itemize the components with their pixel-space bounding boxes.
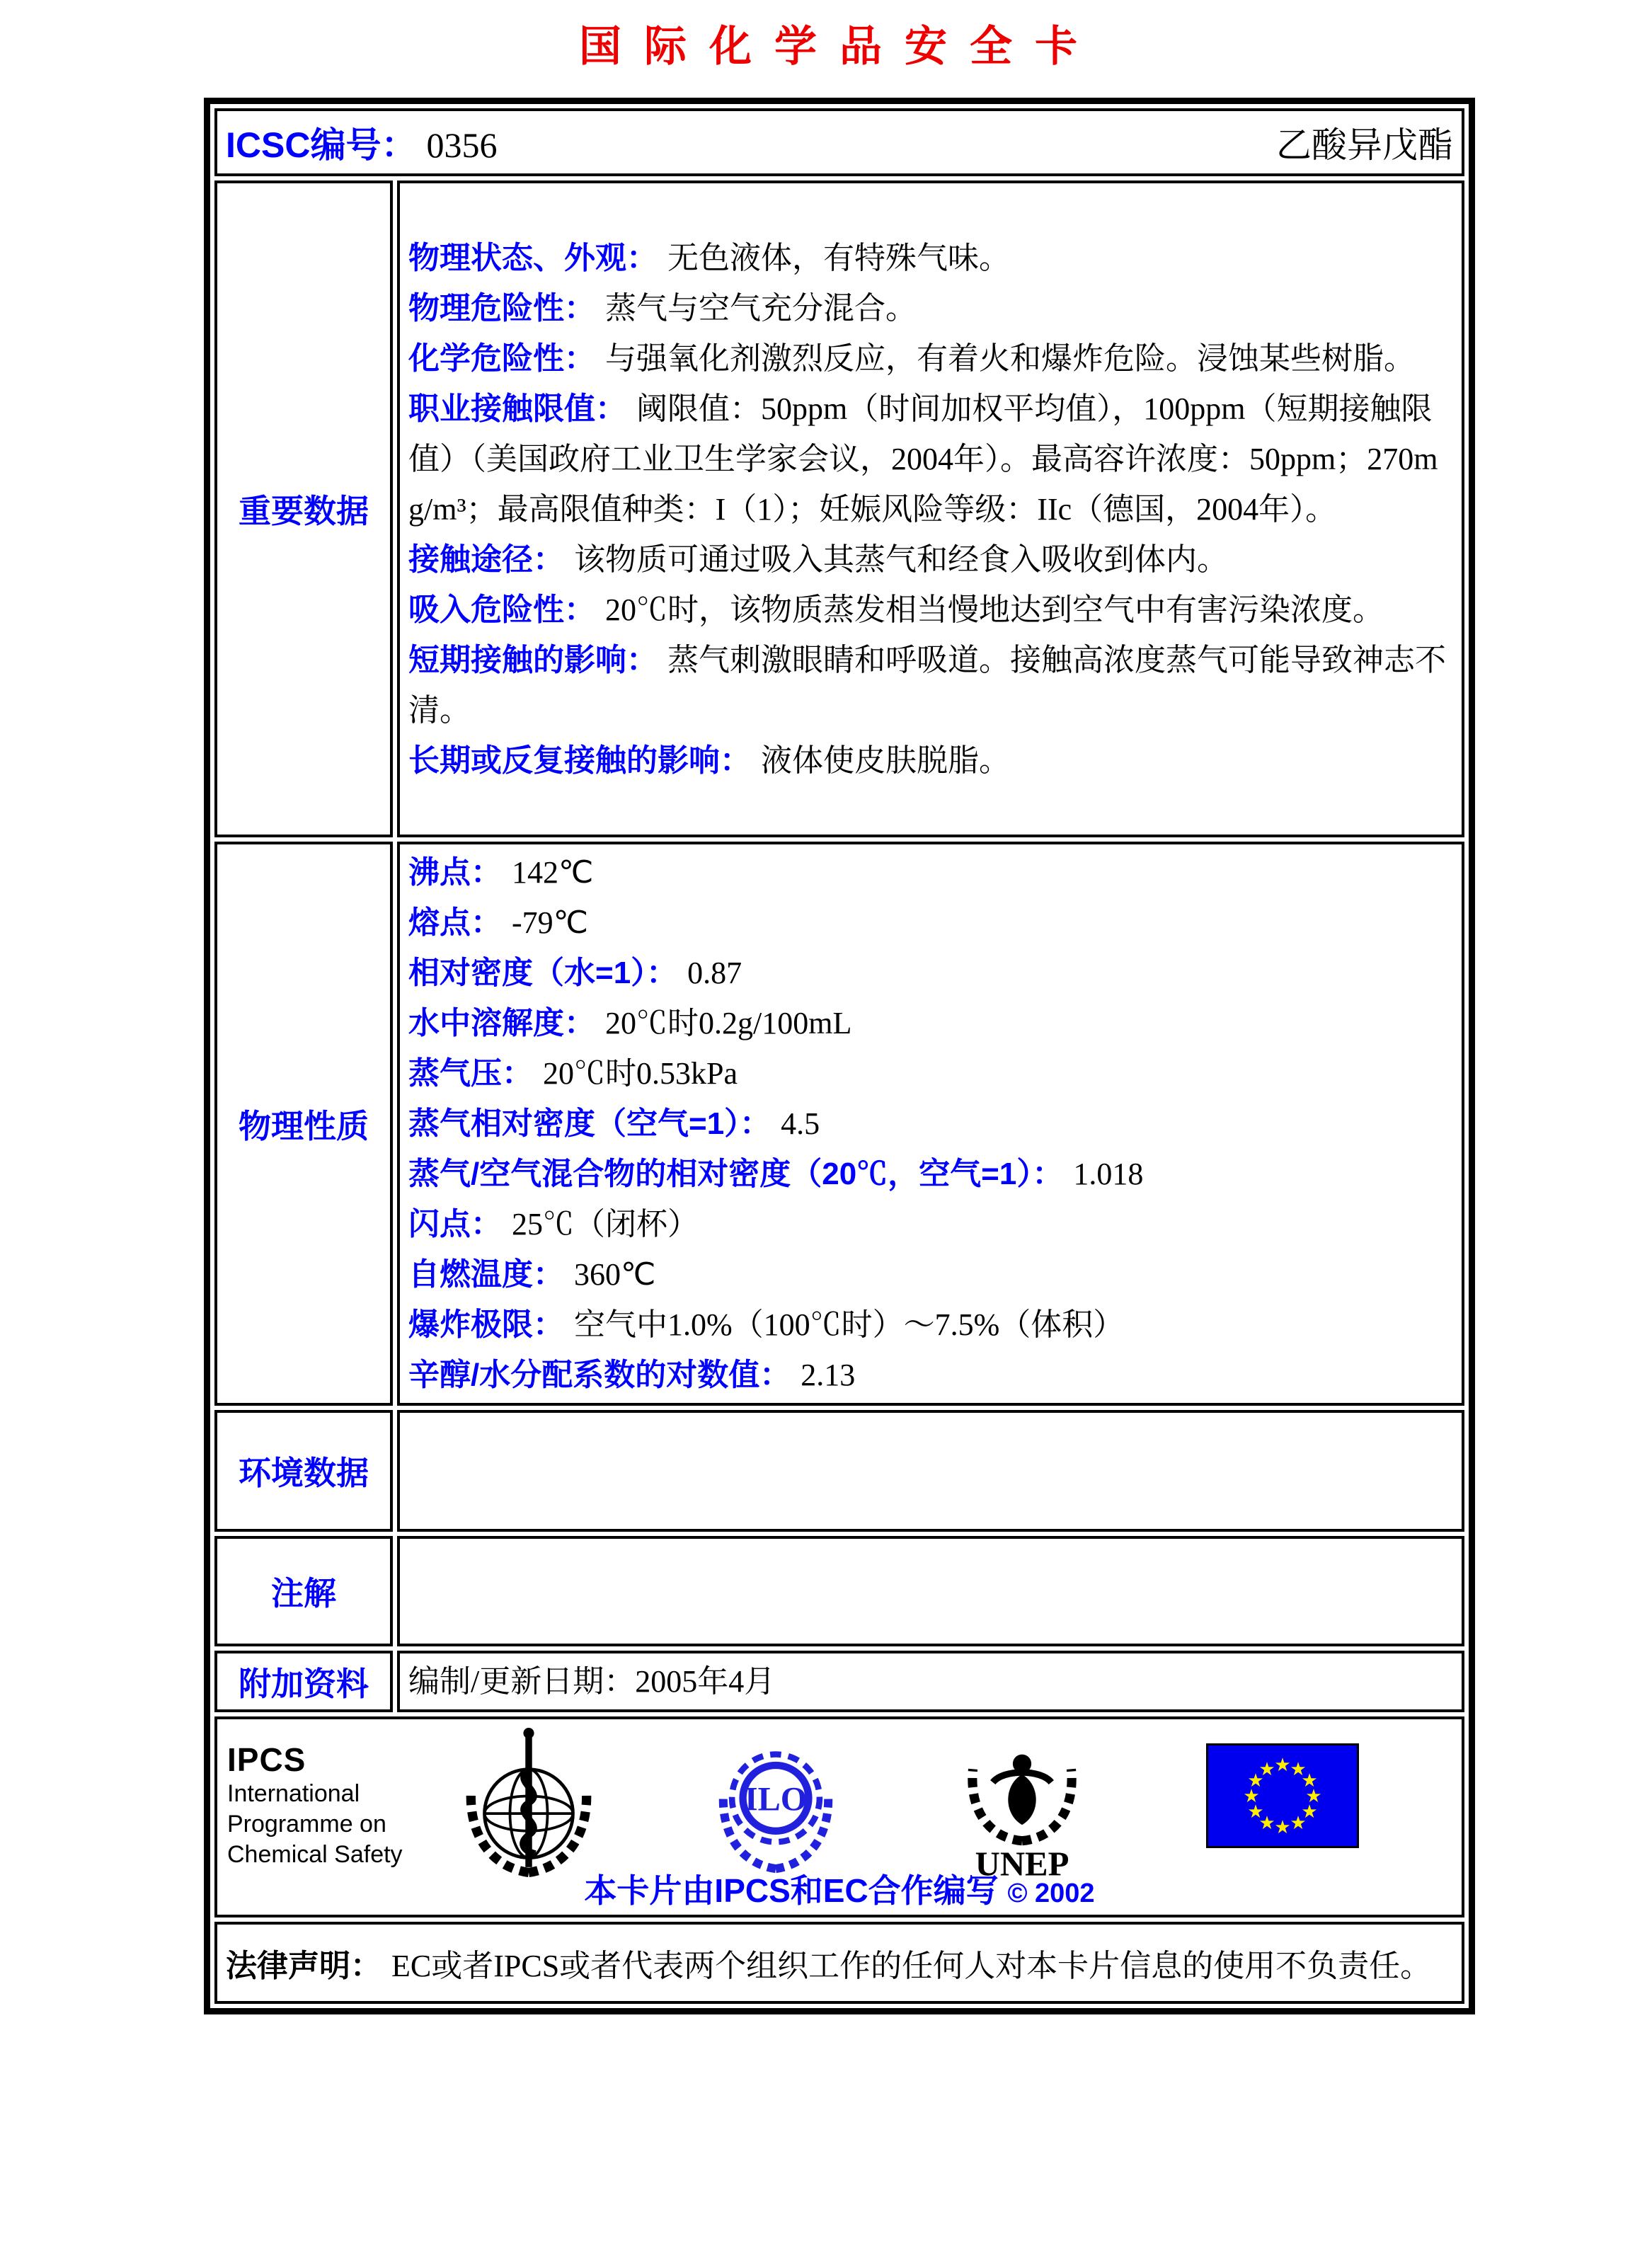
ipcs-line-3: Chemical Safety xyxy=(227,1841,403,1868)
field-line xyxy=(408,1300,1453,1350)
important-data-row xyxy=(214,180,1464,837)
field-label: 吸入危险性： xyxy=(408,592,595,627)
section-label-physical-properties: 物理性质 xyxy=(214,842,393,1406)
svg-text:★: ★ xyxy=(1258,1813,1275,1834)
field-line xyxy=(408,948,1453,998)
icsc-number-label: ICSC编号： xyxy=(226,125,417,165)
svg-text:★: ★ xyxy=(1247,1801,1264,1823)
notes-content xyxy=(397,1536,1464,1646)
field-value: 液体使皮肤脱脂。 xyxy=(761,743,1010,778)
legal-text: EC或者IPCS或者代表两个组织工作的任何人对本卡片信息的使用不负责任。 xyxy=(391,1949,1432,1983)
field-label: 长期或反复接触的影响： xyxy=(408,743,751,778)
additional-info-content xyxy=(397,1651,1464,1712)
update-date: 编制/更新日期：2005年4月 xyxy=(408,1664,776,1699)
svg-text:★: ★ xyxy=(1290,1759,1307,1780)
page-title: 国际化学品安全卡 xyxy=(579,23,1100,70)
icsc-number-value: 0356 xyxy=(426,125,498,165)
unep-letters: UNEP xyxy=(975,1845,1069,1881)
field-line xyxy=(408,735,1453,786)
cooperation-caption xyxy=(217,1865,1462,1912)
svg-text:★: ★ xyxy=(1274,1755,1291,1776)
field-value: 142℃ xyxy=(512,855,594,890)
field-line xyxy=(408,1249,1453,1300)
field-value: 20℃时0.53kPa xyxy=(543,1056,738,1091)
field-value: 25℃（闭杯） xyxy=(512,1207,699,1242)
important-data-content xyxy=(397,180,1464,837)
field-label: 接触途径： xyxy=(408,541,564,577)
additional-info-row xyxy=(214,1651,1464,1712)
field-line xyxy=(408,1149,1453,1199)
field-value: 该物质可通过吸入其蒸气和经食入吸收到体内。 xyxy=(574,541,1228,577)
svg-text:★: ★ xyxy=(1290,1813,1307,1834)
eu-flag-icon xyxy=(1206,1743,1359,1848)
environmental-data-row xyxy=(214,1410,1464,1532)
ipcs-text-block xyxy=(227,1741,403,1870)
field-line xyxy=(408,1350,1453,1400)
svg-text:★: ★ xyxy=(1243,1786,1260,1807)
logo-strip xyxy=(217,1722,1462,1912)
ipcs-acronym: IPCS xyxy=(227,1741,306,1778)
field-value: 20℃时，该物质蒸发相当慢地达到空气中有害污染浓度。 xyxy=(605,592,1384,627)
field-line xyxy=(408,333,1453,384)
field-value: 阈限值：50ppm（时间加权平均值），100ppm（短期接触限值）（美国政府工业卫生学家会议，2004年）。最高容许浓度：50ppm；270mg/m³；最高限值种类：I（1）；妊娠风险等级：IIc（德国，2004年）。 xyxy=(408,391,1438,527)
field-label: 相对密度（水=1）： xyxy=(408,956,678,990)
svg-text:★: ★ xyxy=(1258,1759,1275,1780)
field-value: 4.5 xyxy=(781,1106,820,1141)
field-line xyxy=(408,1199,1453,1249)
ilo-emblem-icon xyxy=(715,1735,837,1874)
physical-properties-content xyxy=(397,842,1464,1406)
field-line xyxy=(408,1099,1453,1149)
field-value: 360℃ xyxy=(574,1257,656,1292)
field-value: 0.87 xyxy=(687,956,742,990)
field-value: 1.018 xyxy=(1073,1157,1144,1191)
copyright-text: © 2002 xyxy=(1007,1879,1095,1908)
ipcs-line-2: Programme on xyxy=(227,1811,386,1838)
field-label: 物理状态、外观： xyxy=(408,240,658,275)
chemical-name: 乙酸异戊酯 xyxy=(1276,125,1453,165)
field-label: 沸点： xyxy=(408,855,502,890)
field-label: 闪点： xyxy=(408,1207,502,1242)
section-label-important-data: 重要数据 xyxy=(214,180,393,837)
field-value: -79℃ xyxy=(512,905,589,940)
field-line xyxy=(408,1048,1453,1099)
ilo-letters: ILO xyxy=(744,1780,808,1818)
field-value: 2.13 xyxy=(801,1358,856,1392)
field-label: 自燃温度： xyxy=(408,1257,564,1292)
field-label: 职业接触限值： xyxy=(408,391,626,426)
physical-properties-row xyxy=(214,842,1464,1406)
unep-emblem-icon xyxy=(956,1729,1089,1881)
section-label-additional-info: 附加资料 xyxy=(214,1651,393,1712)
legal-label: 法律声明： xyxy=(226,1949,382,1983)
field-label: 蒸气/空气混合物的相对密度（20℃，空气=1）： xyxy=(408,1157,1064,1191)
environmental-data-content xyxy=(397,1410,1464,1532)
field-line xyxy=(408,635,1453,735)
header-row xyxy=(214,108,1464,176)
svg-text:★: ★ xyxy=(1301,1770,1318,1791)
svg-text:★: ★ xyxy=(1274,1817,1291,1838)
caption-text: 本卡片由IPCS和EC合作编写 xyxy=(584,1872,999,1909)
field-value: 蒸气刺激眼睛和呼吸道。接触高浓度蒸气可能导致神志不清。 xyxy=(408,642,1446,728)
field-line xyxy=(408,847,1453,898)
section-label-environmental-data: 环境数据 xyxy=(214,1410,393,1532)
svg-text:★: ★ xyxy=(1305,1786,1322,1807)
field-label: 短期接触的影响： xyxy=(408,642,658,677)
legal-row xyxy=(214,1922,1464,2004)
field-label: 水中溶解度： xyxy=(408,1006,595,1040)
field-label: 辛醇/水分配系数的对数值： xyxy=(408,1358,791,1392)
field-label: 物理危险性： xyxy=(408,290,595,326)
svg-text:★: ★ xyxy=(1301,1801,1318,1823)
field-label: 化学危险性： xyxy=(408,340,595,376)
field-value: 无色液体，有特殊气味。 xyxy=(667,240,1010,275)
field-line xyxy=(408,898,1453,948)
field-label: 蒸气相对密度（空气=1）： xyxy=(408,1106,771,1141)
field-line xyxy=(408,585,1453,635)
field-line xyxy=(408,534,1453,585)
field-line xyxy=(408,998,1453,1048)
notes-row xyxy=(214,1536,1464,1646)
field-line xyxy=(408,384,1453,534)
field-line xyxy=(408,283,1453,333)
logos-row xyxy=(214,1716,1464,1917)
icsc-number-group xyxy=(226,117,497,168)
field-value: 空气中1.0%（100℃时）～7.5%（体积） xyxy=(574,1307,1125,1342)
who-emblem-icon xyxy=(461,1728,596,1878)
field-label: 爆炸极限： xyxy=(408,1307,564,1342)
section-label-notes: 注解 xyxy=(214,1536,393,1646)
ipcs-line-1: International xyxy=(227,1780,360,1807)
logos-cell xyxy=(214,1716,1464,1917)
svg-text:★: ★ xyxy=(1247,1770,1264,1791)
legal-cell xyxy=(214,1922,1464,2004)
field-label: 蒸气压： xyxy=(408,1056,533,1091)
field-value: 蒸气与空气充分混合。 xyxy=(605,290,917,326)
icsc-card-table xyxy=(204,98,1475,2014)
field-value: 与强氧化剂激烈反应，有着火和爆炸危险。浸蚀某些树脂。 xyxy=(605,340,1415,376)
field-line xyxy=(408,233,1453,283)
field-value: 20℃时0.2g/100mL xyxy=(605,1006,852,1040)
field-label: 熔点： xyxy=(408,905,502,940)
header-cell xyxy=(214,108,1464,176)
